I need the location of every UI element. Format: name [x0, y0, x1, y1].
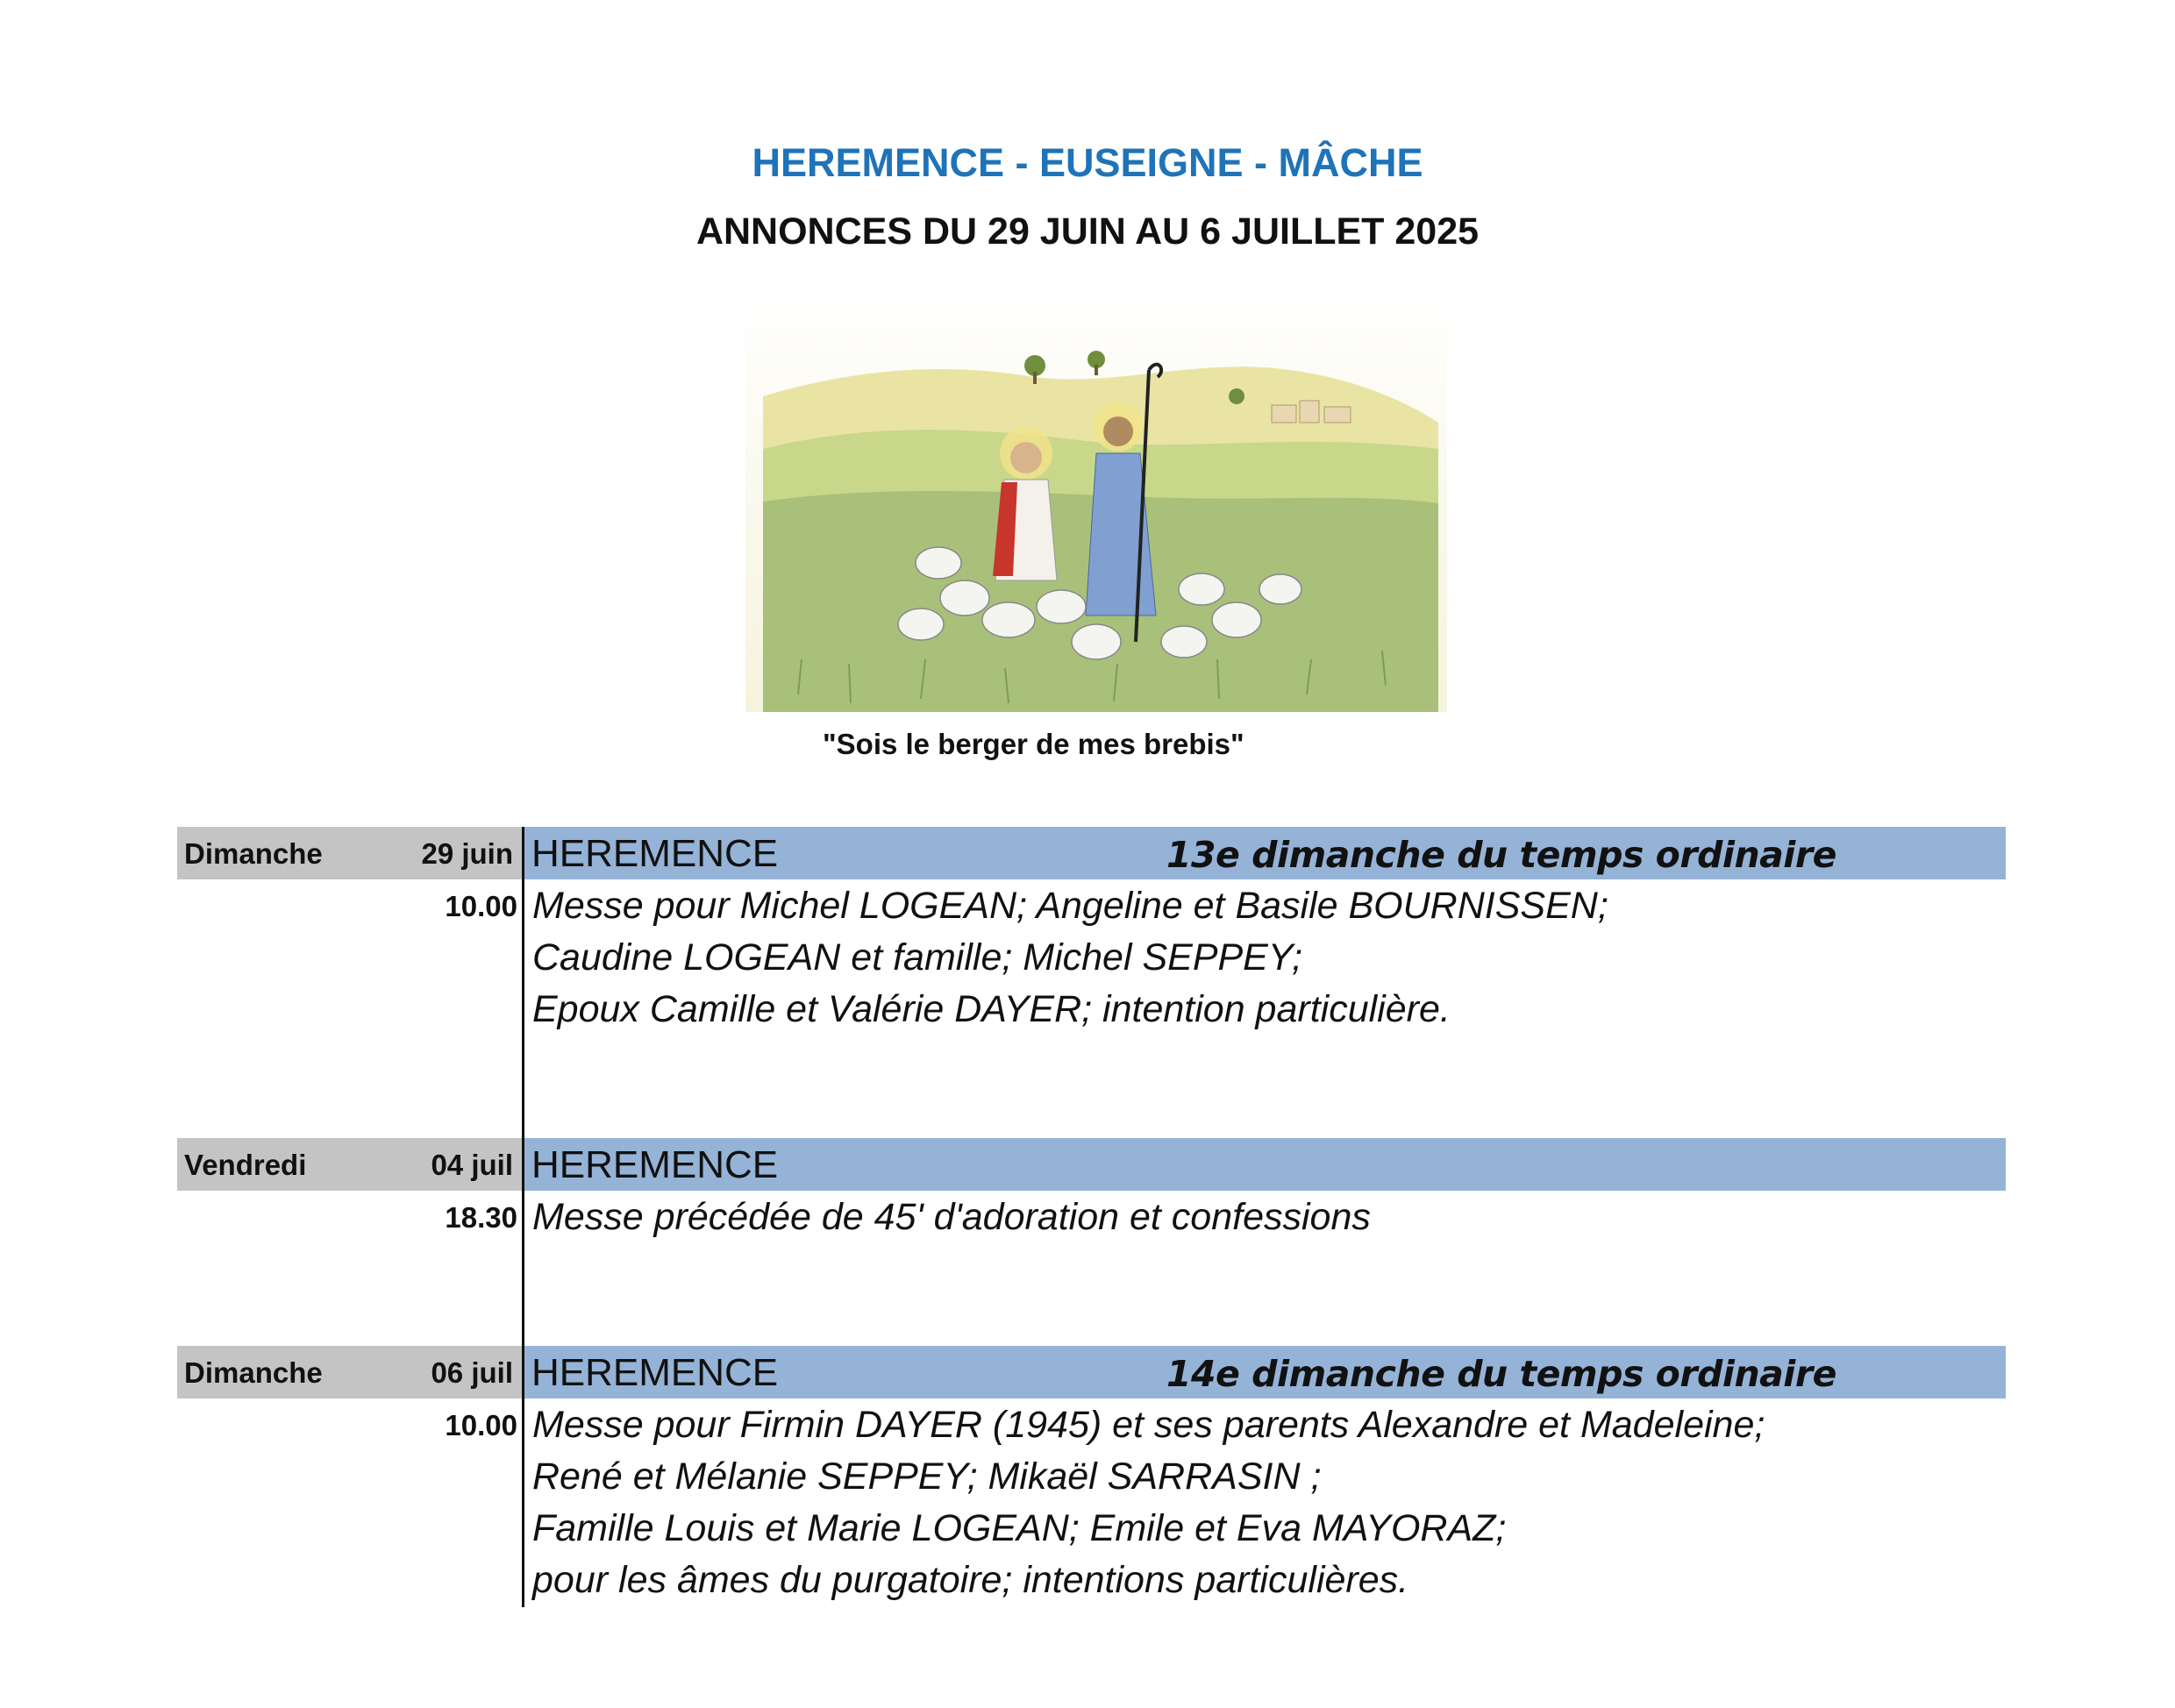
event-date: 29 juin [421, 837, 513, 870]
event-day: Dimanche [184, 1356, 323, 1389]
mass-schedule [177, 827, 2006, 1607]
intention-line: Caudine LOGEAN et famille; Michel SEPPEY; [532, 936, 1302, 979]
event-header [177, 1138, 2006, 1191]
announcements-title: ANNONCES DU 29 JUIN AU 6 JUILLET 2025 [695, 210, 1480, 253]
place-cell [524, 1346, 2006, 1398]
intention-line: Messe précédée de 45' d'adoration et confessions [532, 1196, 1371, 1238]
liturgical-sunday: 13e dimanche du temps ordinaire [1166, 834, 1836, 876]
event-header [177, 827, 2006, 879]
intention-line: Famille Louis et Marie LOGEAN; Emile et Eva MAYORAZ; [532, 1507, 1507, 1549]
event-place: HEREMENCE [531, 832, 779, 875]
place-cell [524, 827, 2006, 879]
event-date: 04 juil [431, 1149, 513, 1181]
place-cell [524, 1138, 2006, 1191]
event-time: 10.00 [445, 890, 517, 922]
event-place: HEREMENCE [531, 1143, 779, 1186]
day-cell [177, 1138, 522, 1191]
event-time: 18.30 [445, 1201, 517, 1234]
event-day: Dimanche [184, 837, 323, 870]
parish-title: HEREMENCE - EUSEIGNE - MÂCHE [752, 140, 1423, 185]
event-day: Vendredi [184, 1149, 307, 1181]
event-header [177, 1346, 2006, 1398]
intention-line: René et Mélanie SEPPEY; Mikaël SARRASIN ; [532, 1455, 1322, 1498]
good-shepherd-illustration [745, 274, 1447, 712]
illustration-caption: "Sois le berger de mes brebis" [823, 728, 1244, 760]
liturgical-sunday: 14e dimanche du temps ordinaire [1166, 1353, 1836, 1395]
intention-line: Messe pour Firmin DAYER (1945) et ses parents Alexandre et Madeleine; [532, 1404, 1765, 1446]
event-date: 06 juil [431, 1356, 513, 1389]
intention-line: Messe pour Michel LOGEAN; Angeline et Basile BOURNISSEN; [532, 885, 1608, 927]
column-divider [522, 827, 524, 1607]
intention-line: Epoux Camille et Valérie DAYER; intention particulière. [532, 988, 1451, 1030]
day-cell [177, 1346, 522, 1398]
event-time: 10.00 [445, 1409, 517, 1441]
event-place: HEREMENCE [531, 1351, 779, 1394]
intention-line: pour les âmes du purgatoire; intentions particulières. [532, 1559, 1409, 1601]
day-cell [177, 827, 522, 879]
